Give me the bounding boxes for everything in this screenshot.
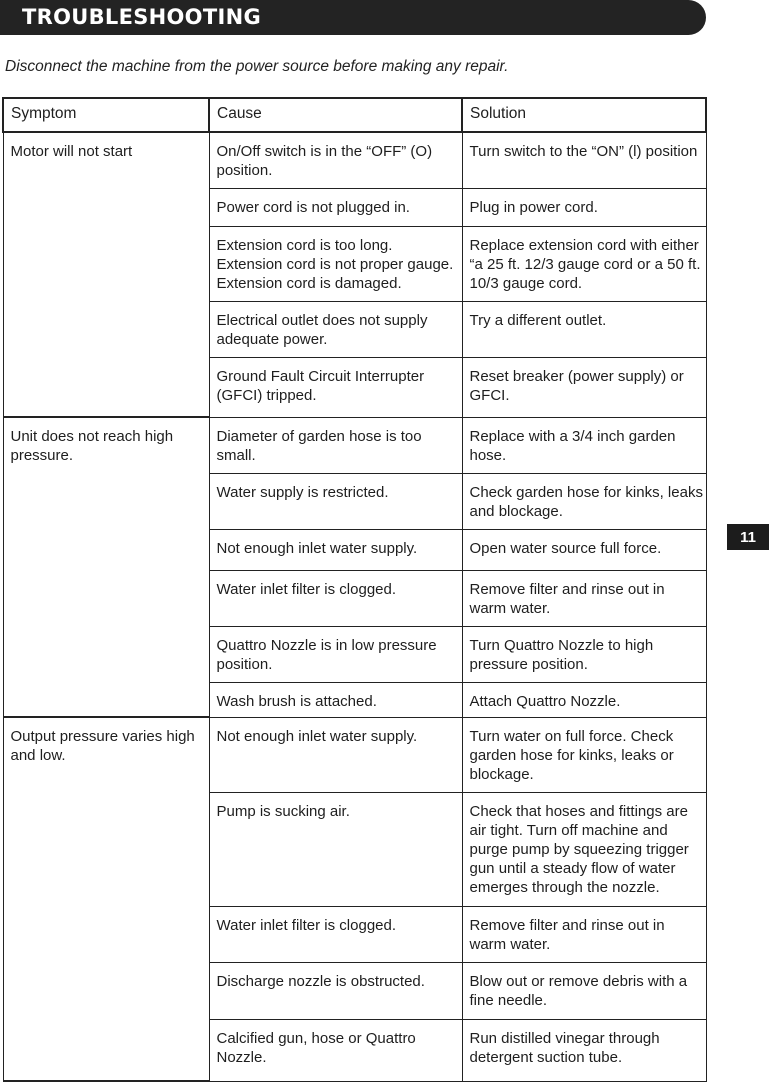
solution-cell: Try a different outlet. <box>462 301 706 357</box>
cause-cell: Water inlet filter is clogged. <box>209 906 462 962</box>
cause-cell: Wash brush is attached. <box>209 682 462 717</box>
cause-cell: Diameter of garden hose is too small. <box>209 417 462 473</box>
solution-cell: Replace extension cord with either “a 25 ft. 12/3 gauge cord or a 50 ft. 10/3 gauge cord. <box>462 226 706 301</box>
solution-cell: Check that hoses and fittings are air tight. Turn off machine and purge pump by squeezing trigger gun until a steady flow of water emerges through the nozzle. <box>462 792 706 906</box>
solution-cell: Replace with a 3/4 inch garden hose. <box>462 417 706 473</box>
header-symptom: Symptom <box>3 98 209 132</box>
table-body <box>3 132 706 1081</box>
solution-cell: Blow out or remove debris with a fine needle. <box>462 962 706 1019</box>
cause-cell: On/Off switch is in the “OFF” (O) position. <box>209 132 462 188</box>
header-cause: Cause <box>209 98 462 132</box>
solution-cell: Open water source full force. <box>462 529 706 570</box>
solution-cell: Attach Quattro Nozzle. <box>462 682 706 717</box>
troubleshooting-table <box>2 97 707 1082</box>
symptom-cell: Output pressure varies high and low. <box>3 717 209 1081</box>
cause-cell: Power cord is not plugged in. <box>209 188 462 226</box>
table-header-row <box>3 98 706 132</box>
cause-cell: Quattro Nozzle is in low pressure position. <box>209 626 462 682</box>
header-solution: Solution <box>462 98 706 132</box>
solution-cell: Turn water on full force. Check garden hose for kinks, leaks or blockage. <box>462 717 706 792</box>
symptom-cell: Unit does not reach high pressure. <box>3 417 209 717</box>
solution-cell: Reset breaker (power supply) or GFCI. <box>462 357 706 417</box>
solution-cell: Plug in power cord. <box>462 188 706 226</box>
cause-cell: Pump is sucking air. <box>209 792 462 906</box>
solution-cell: Check garden hose for kinks, leaks and blockage. <box>462 473 706 529</box>
table-row <box>3 417 706 473</box>
cause-cell: Water inlet filter is clogged. <box>209 570 462 626</box>
solution-cell: Run distilled vinegar through detergent suction tube. <box>462 1019 706 1081</box>
cause-cell: Not enough inlet water supply. <box>209 529 462 570</box>
safety-warning: Disconnect the machine from the power source before making any repair. <box>5 58 509 75</box>
cause-cell: Calcified gun, hose or Quattro Nozzle. <box>209 1019 462 1081</box>
symptom-cell: Motor will not start <box>3 132 209 417</box>
page-title: TROUBLESHOOTING <box>22 5 261 29</box>
section-title-bar <box>0 0 706 35</box>
cause-cell: Discharge nozzle is obstructed. <box>209 962 462 1019</box>
solution-cell: Remove filter and rinse out in warm water. <box>462 906 706 962</box>
solution-cell: Turn Quattro Nozzle to high pressure position. <box>462 626 706 682</box>
cause-cell: Water supply is restricted. <box>209 473 462 529</box>
table-row <box>3 717 706 792</box>
cause-cell: Not enough inlet water supply. <box>209 717 462 792</box>
cause-cell: Electrical outlet does not supply adequate power. <box>209 301 462 357</box>
page-number-tab: 11 <box>727 524 769 550</box>
table-row <box>3 132 706 188</box>
solution-cell: Remove filter and rinse out in warm water. <box>462 570 706 626</box>
solution-cell: Turn switch to the “ON” (l) position <box>462 132 706 188</box>
cause-cell: Ground Fault Circuit Interrupter (GFCI) tripped. <box>209 357 462 417</box>
cause-cell: Extension cord is too long. Extension cord is not proper gauge. Extension cord is damaged. <box>209 226 462 301</box>
